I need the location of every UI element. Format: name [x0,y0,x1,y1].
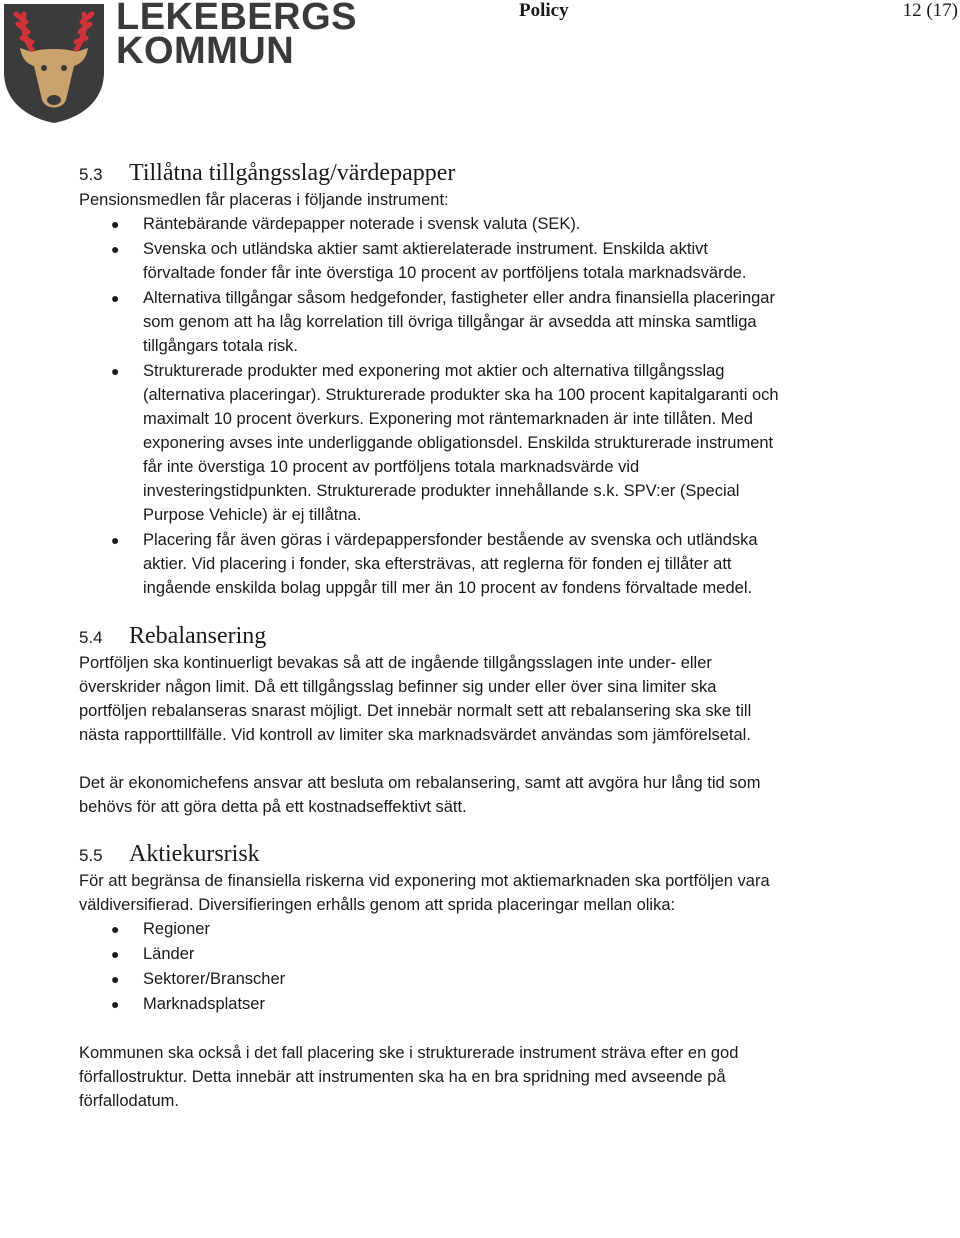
list-item [79,917,779,941]
section-5-3 [79,158,779,600]
coat-of-arms-logo [2,2,106,124]
section-number: 5.3 [79,165,103,184]
list-item-text: Sektorer/Branscher [143,970,286,988]
section-heading [79,158,779,188]
list-item [79,528,779,600]
list-item [79,992,779,1016]
bullet-icon: ● [111,971,120,987]
instrument-list [79,212,779,600]
paragraph: Det är ekonomichefens ansvar att besluta om rebalansering, samt att avgöra hur lång tid som behövs för att göra detta på ett kostnadseffektivt sätt. [79,774,761,816]
section-intro: Pensionsmedlen får placeras i följande instrument: [79,191,449,209]
bullet-icon: ● [111,946,120,962]
section-number: 5.5 [79,846,103,865]
diversification-list [79,917,779,1016]
bullet-icon: ● [111,290,120,306]
list-item [79,286,779,358]
bullet-icon: ● [111,532,120,548]
list-item-text: Regioner [143,920,210,938]
paragraph: Kommunen ska också i det fall placering ske i strukturerade instrument sträva efter en god förfallostruktur. Detta innebär att instrumenten ska ha en bra spridning med avseende på förfallodatum. [79,1044,739,1110]
list-item [79,967,779,991]
logo-line-1: LEKEBERGS [116,0,357,38]
document-body [79,158,779,1113]
list-item [79,212,779,236]
list-item-text: Strukturerade produkter med exponering mot aktier och alternativa tillgångsslag (alternativa placeringar). Strukturerade produkter ska ha 100 procent kapitalgaranti och maximalt 10 procent överkurs. Exponering mot räntemarknaden är inte tillåten. Med exponering avses inte underliggande obligationsdel. Enskilda strukturerade instrument får inte överstiga 10 procent av portföljens totala marknadsvärde vid investeringstidpunkten. Strukturerade produkter innehållande s.k. SPV:er (Special Purpose Vehicle) är ej tillåtna. [143,362,779,524]
list-item-text: Svenska och utländska aktier samt aktierelaterade instrument. Enskilda aktivt förvaltade fonder får inte överstiga 10 procent av portföljens totala marknadsvärde. [143,240,747,282]
paragraph: Portföljen ska kontinuerligt bevakas så att de ingående tillgångsslagen inte under- eller överskrider någon limit. Då ett tillgångsslag befinner sig under eller över sina limiter ska portföljen rebalanseras snarast möjligt. Det innebär normalt sett att rebalansering ska ske till nästa rapporttillfälle. Vid kontroll av limiter ska marknadsvärdet användas som jämförelsetal. [79,654,752,744]
document-type: Policy [519,0,569,21]
bullet-icon: ● [111,363,120,379]
page-header [0,0,960,130]
list-item-text: Marknadsplatser [143,995,265,1013]
section-5-4 [79,621,779,819]
logo-line-2: KOMMUN [116,30,295,72]
paragraph: För att begränsa de finansiella riskerna vid exponering mot aktiemarknaden ska portföljen vara väldiversifierad. Diversifieringen erhålls genom att sprida placeringar mellan olika: [79,872,770,914]
section-5-5 [79,839,779,1113]
list-item-text: Räntebärande värdepapper noterade i svensk valuta (SEK). [143,215,581,233]
bullet-icon: ● [111,921,120,937]
list-item-text: Alternativa tillgångar såsom hedgefonder, fastigheter eller andra finansiella placeringar som genom att ha låg korrelation till övriga tillgångar är avsedda att minska samtliga tillgångars totala risk. [143,289,775,355]
list-item-text: Placering får även göras i värdepappersfonder bestående av svenska och utländska aktier. Vid placering i fonder, ska eftersträvas, att reglerna för fonden ej tillåter att ingående enskilda bolag uppgår till mer än 10 procent av fondens förvaltade medel. [143,531,758,597]
section-title: Aktiekursrisk [129,841,260,867]
bullet-icon: ● [111,241,120,257]
section-title: Tillåtna tillgångsslag/värdepapper [129,160,456,186]
bullet-icon: ● [111,216,120,232]
section-number: 5.4 [79,628,103,647]
municipality-logo-text [116,0,357,72]
section-heading [79,621,779,651]
section-heading [79,839,779,869]
list-item-text: Länder [143,945,195,963]
list-item [79,942,779,966]
bullet-icon: ● [111,996,120,1012]
section-title: Rebalansering [129,623,267,649]
page-number: 12 (17) [902,0,958,21]
list-item [79,359,779,527]
list-item [79,237,779,285]
